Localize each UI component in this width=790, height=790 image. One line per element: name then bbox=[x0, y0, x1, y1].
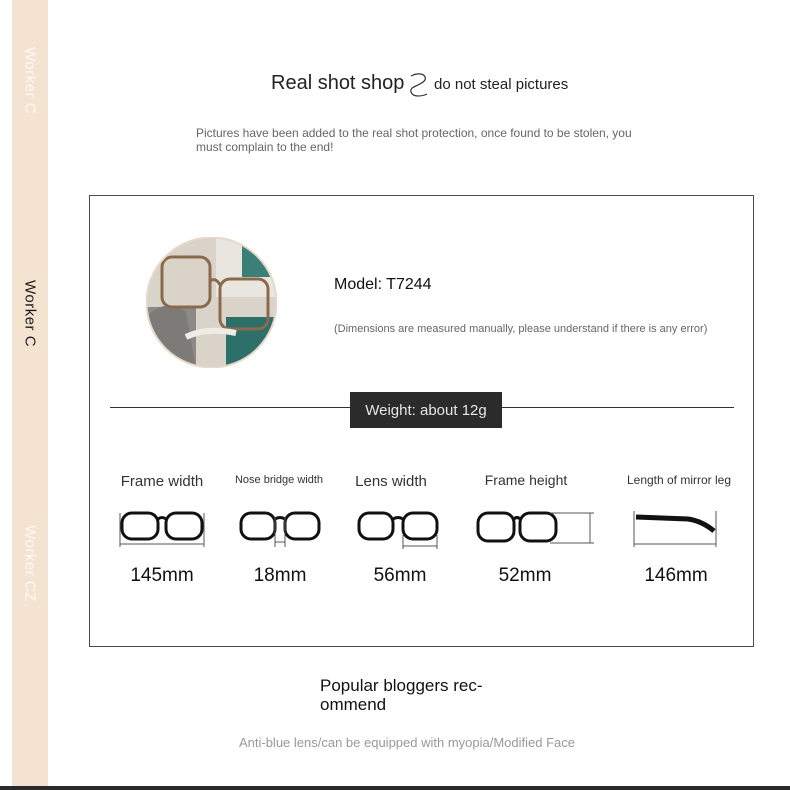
feature-tagline: Anti-blue lens/can be equipped with myopia/Modified Face bbox=[238, 735, 576, 750]
page-title: Real shot shop bbox=[271, 72, 405, 94]
bottom-bar bbox=[0, 786, 790, 790]
spec-value-frame-height: 52mm bbox=[498, 565, 552, 586]
model-number: Model: T7244 bbox=[334, 276, 432, 293]
spec-value-temple-length: 146mm bbox=[644, 565, 708, 586]
signature-swirl-icon bbox=[405, 70, 433, 100]
spec-value-nose-bridge: 18mm bbox=[253, 565, 307, 586]
bloggers-heading: Popular bloggers rec-ommend bbox=[320, 676, 483, 714]
dimensions-note: (Dimensions are measured manually, please understand if there is any error) bbox=[334, 323, 708, 335]
spec-label-nose-bridge: Nose bridge width bbox=[234, 474, 324, 486]
nose-bridge-icon bbox=[238, 505, 322, 551]
spec-label-frame-height: Frame height bbox=[484, 472, 568, 488]
product-photo bbox=[146, 237, 277, 368]
spec-value-frame-width: 145mm bbox=[130, 565, 194, 586]
watermark-text: Worker C bbox=[21, 279, 39, 348]
spec-label-lens-width: Lens width bbox=[355, 473, 427, 490]
watermark-text: Worker C bbox=[21, 46, 39, 115]
side-strip bbox=[12, 0, 48, 790]
protection-notice: Pictures have been added to the real shot protection, once found to be stolen, you must complain to the end! bbox=[196, 126, 632, 154]
page-subtitle: do not steal pictures bbox=[434, 76, 569, 93]
weight-badge: Weight: about 12g bbox=[350, 392, 502, 428]
lens-width-icon bbox=[356, 505, 440, 551]
spec-label-temple-length: Length of mirror leg bbox=[626, 473, 732, 487]
frame-width-icon bbox=[118, 505, 206, 551]
temple-length-icon bbox=[630, 505, 720, 551]
spec-label-frame-width: Frame width bbox=[120, 473, 204, 490]
spec-value-lens-width: 56mm bbox=[373, 565, 427, 586]
frame-height-icon bbox=[474, 505, 596, 551]
watermark-text: Worker CZ bbox=[21, 525, 39, 602]
